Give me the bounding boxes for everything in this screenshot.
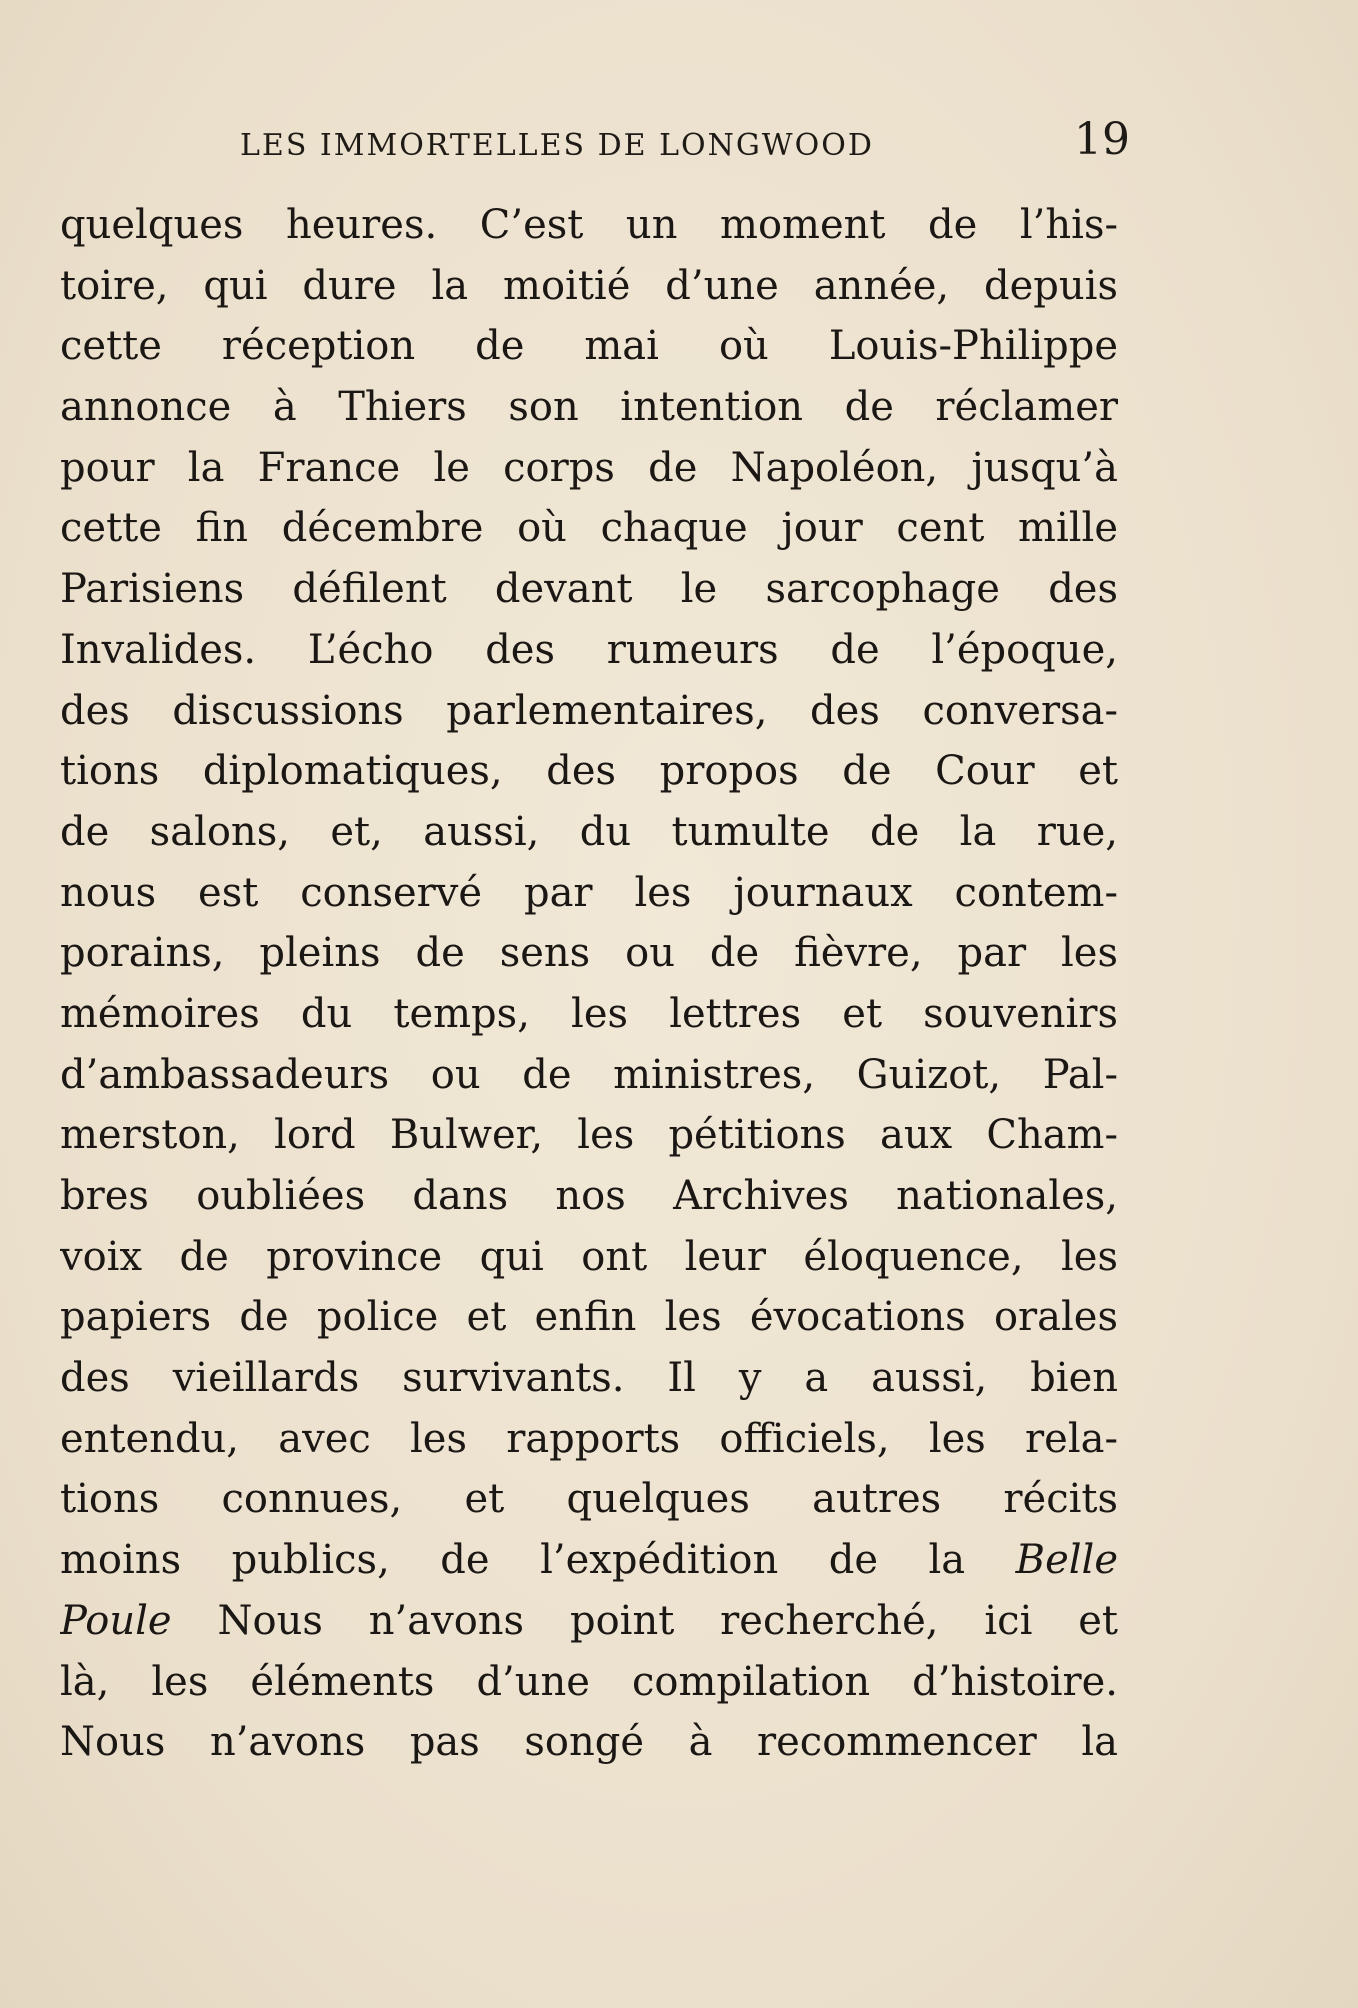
text-line: Parisiens défilent devant le sarcophage des (60, 566, 1118, 613)
text-line: là, les éléments d’une compilation d’histoire. (60, 1658, 1118, 1705)
text-line: porains, pleins de sens ou de fièvre, par les (60, 930, 1118, 977)
body-text (60, 195, 1118, 1773)
italic-ship-name-part2: Poule (60, 1597, 172, 1644)
page-number: 19 (1074, 114, 1130, 165)
text-line: cette fin décembre où chaque jour cent mille (60, 505, 1118, 552)
text-line: nous est conservé par les journaux contem- (60, 869, 1118, 916)
text-line: cette réception de mai où Louis-Philippe (60, 323, 1118, 370)
italic-ship-name-part1: Belle (1015, 1537, 1118, 1584)
text-line-with-italic (60, 1591, 1118, 1652)
text-line: d’ambassadeurs ou de ministres, Guizot, Pal- (60, 1051, 1118, 1098)
text-line: Nous n’avons pas songé à recommencer la (60, 1719, 1118, 1766)
text-line: Invalides. L’écho des rumeurs de l’époque, (60, 626, 1118, 673)
text-line-main: moins publics, de l’expédition de la (60, 1537, 966, 1584)
text-line: entendu, avec les rapports officiels, les rela- (60, 1415, 1118, 1462)
text-line: tions diplomatiques, des propos de Cour et (60, 748, 1118, 795)
text-line: des vieillards survivants. Il y a aussi, bien (60, 1355, 1118, 1402)
text-line: pour la France le corps de Napoléon, jusqu’à (60, 444, 1118, 491)
text-line: tions connues, et quelques autres récits (60, 1476, 1118, 1523)
text-line: papiers de police et enfin les évocations orales (60, 1294, 1118, 1341)
text-line: merston, lord Bulwer, les pétitions aux Cham- (60, 1112, 1118, 1159)
text-line-main: Nous n’avons point recherché, ici et (217, 1597, 1118, 1644)
text-line-with-italic (60, 1530, 1118, 1591)
text-line: bres oubliées dans nos Archives nationales, (60, 1173, 1118, 1219)
text-line: des discussions parlementaires, des conversa- (60, 687, 1118, 734)
text-line: voix de province qui ont leur éloquence, les (60, 1233, 1118, 1280)
text-line: toire, qui dure la moitié d’une année, depuis (60, 262, 1118, 309)
running-title: LES IMMORTELLES DE LONGWOOD (240, 128, 874, 163)
text-line: de salons, et, aussi, du tumulte de la rue, (60, 808, 1118, 855)
text-line: quelques heures. C’est un moment de l’his- (60, 202, 1118, 248)
text-line: annonce à Thiers son intention de réclamer (60, 384, 1118, 431)
text-line: mémoires du temps, les lettres et souvenirs (60, 990, 1118, 1037)
